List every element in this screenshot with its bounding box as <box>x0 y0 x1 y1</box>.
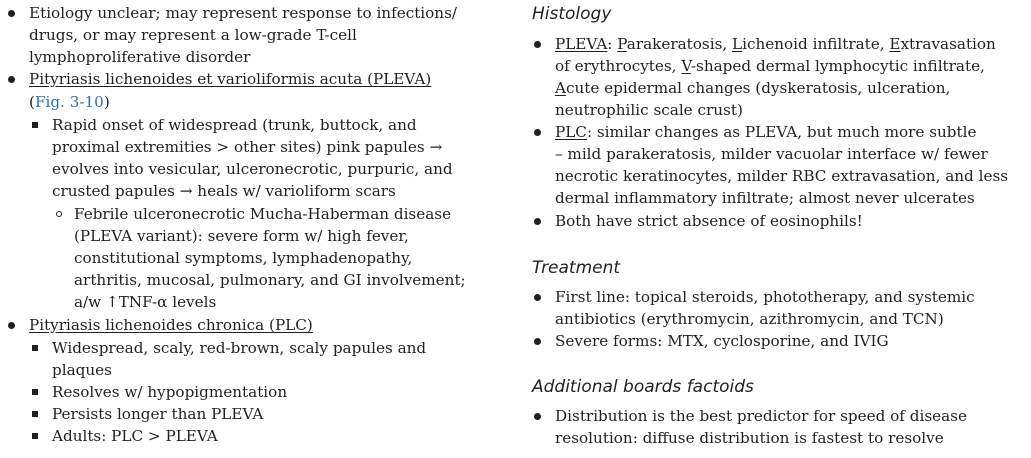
histology-pleva-line <box>555 33 996 55</box>
onset-line: proximal extremities > other sites) pink papules → <box>52 138 443 156</box>
factoid-line: Distribution is the best predictor for speed of disease <box>555 407 967 425</box>
plc-term: PLC <box>555 123 587 141</box>
bullet-icon <box>534 129 541 136</box>
plc-line-rest: : similar changes as PLEVA, but much more subtle <box>586 123 977 141</box>
underlined-initial: E <box>889 35 901 53</box>
histology-pleva-line <box>555 77 950 99</box>
text-segment: ichenoid infiltrate, <box>742 35 890 53</box>
histology-pleva-line <box>555 55 985 77</box>
histology-plc-line <box>555 121 976 143</box>
eosinophils-line: Both have strict absence of eosinophils! <box>555 212 863 230</box>
text-segment: -shaped dermal lymphocytic infiltrate, <box>690 57 985 75</box>
febrile-line: (PLEVA variant): severe form w/ high fever, <box>74 227 409 245</box>
plc-item-line: Resolves w/ hypopigmentation <box>52 383 288 401</box>
bullet-icon <box>534 338 541 345</box>
onset-line: Rapid onset of widespread (trunk, buttock, and <box>52 116 417 134</box>
bullet-icon <box>8 322 15 329</box>
text-segment: of erythrocytes, <box>555 57 682 75</box>
square-bullet-icon <box>32 411 38 417</box>
square-bullet-icon <box>32 389 38 395</box>
etiology-line: drugs, or may represent a low-grade T-cell <box>29 26 357 44</box>
text-segment: arakeratosis, <box>626 35 733 53</box>
treatment-line: Severe forms: MTX, cyclosporine, and IVIG <box>555 332 889 350</box>
bullet-icon <box>534 41 541 48</box>
bullet-icon <box>8 10 15 17</box>
circle-bullet-icon <box>56 211 62 217</box>
bullet-icon <box>534 294 541 301</box>
histology-pleva-line: neutrophilic scale crust) <box>555 101 743 119</box>
ref-open: ( <box>29 93 35 111</box>
treatment-line: antibiotics (erythromycin, azithromycin, and TCN) <box>555 310 944 328</box>
histology-plc-line: dermal inflammatory infiltrate; almost never ulcerates <box>555 189 975 207</box>
febrile-line: constitutional symptoms, lymphadenopathy, <box>74 249 413 267</box>
plc-title: Pityriasis lichenoides chronica (PLC) <box>29 316 313 334</box>
onset-line: crusted papules → heals w/ varioliform scars <box>52 182 396 200</box>
onset-line: evolves into vesicular, ulceronecrotic, purpuric, and <box>52 160 453 178</box>
text-segment: xtravasation <box>900 35 996 53</box>
bullet-icon <box>534 413 541 420</box>
histology-plc-line: – mild parakeratosis, milder vacuolar interface w/ fewer <box>555 145 988 163</box>
plc-item-line: Persists longer than PLEVA <box>52 405 264 423</box>
febrile-line: arthritis, mucosal, pulmonary, and GI involvement; <box>74 271 466 289</box>
ref-close: ) <box>103 93 110 111</box>
text-segment: : <box>607 35 618 53</box>
etiology-line: lymphoproliferative disorder <box>29 48 251 66</box>
figure-ref-link[interactable]: Fig. 3-10 <box>34 93 104 111</box>
underlined-initial: P <box>617 35 627 53</box>
pleva-title: Pityriasis lichenoides et varioliformis acuta (PLEVA) <box>29 70 432 88</box>
seg-line1 <box>607 35 996 53</box>
bullet-icon <box>534 218 541 225</box>
square-bullet-icon <box>32 122 38 128</box>
figure-ref[interactable] <box>29 91 110 113</box>
treatment-heading: Treatment <box>532 258 621 278</box>
underlined-initial: A <box>555 79 566 97</box>
plc-item-line: Widespread, scaly, red-brown, scaly papules and <box>52 339 427 357</box>
bullet-icon <box>8 76 15 83</box>
histology-heading: Histology <box>532 4 612 24</box>
text-segment: cute epidermal changes (dyskeratosis, ulceration, <box>565 79 951 97</box>
febrile-line: Febrile ulceronecrotic Mucha-Haberman disease <box>74 205 452 223</box>
histology-plc-line: necrotic keratinocytes, milder RBC extravasation, and less <box>555 167 1009 185</box>
factoids-heading: Additional boards factoids <box>532 377 754 397</box>
treatment-line: First line: topical steroids, phototherapy, and systemic <box>555 288 975 306</box>
underlined-initial: L <box>732 35 743 53</box>
pleva-term: PLEVA <box>555 35 608 53</box>
plc-item-line: Adults: PLC > PLEVA <box>52 427 218 445</box>
square-bullet-icon <box>32 345 38 351</box>
plc-item-line: plaques <box>52 361 112 379</box>
febrile-line: a/w ↑TNF-α levels <box>74 293 217 311</box>
square-bullet-icon <box>32 433 38 439</box>
factoid-line: resolution: diffuse distribution is fastest to resolve <box>555 429 944 447</box>
underlined-initial: V <box>681 57 691 75</box>
etiology-line: Etiology unclear; may represent response to infections/ <box>29 4 457 22</box>
